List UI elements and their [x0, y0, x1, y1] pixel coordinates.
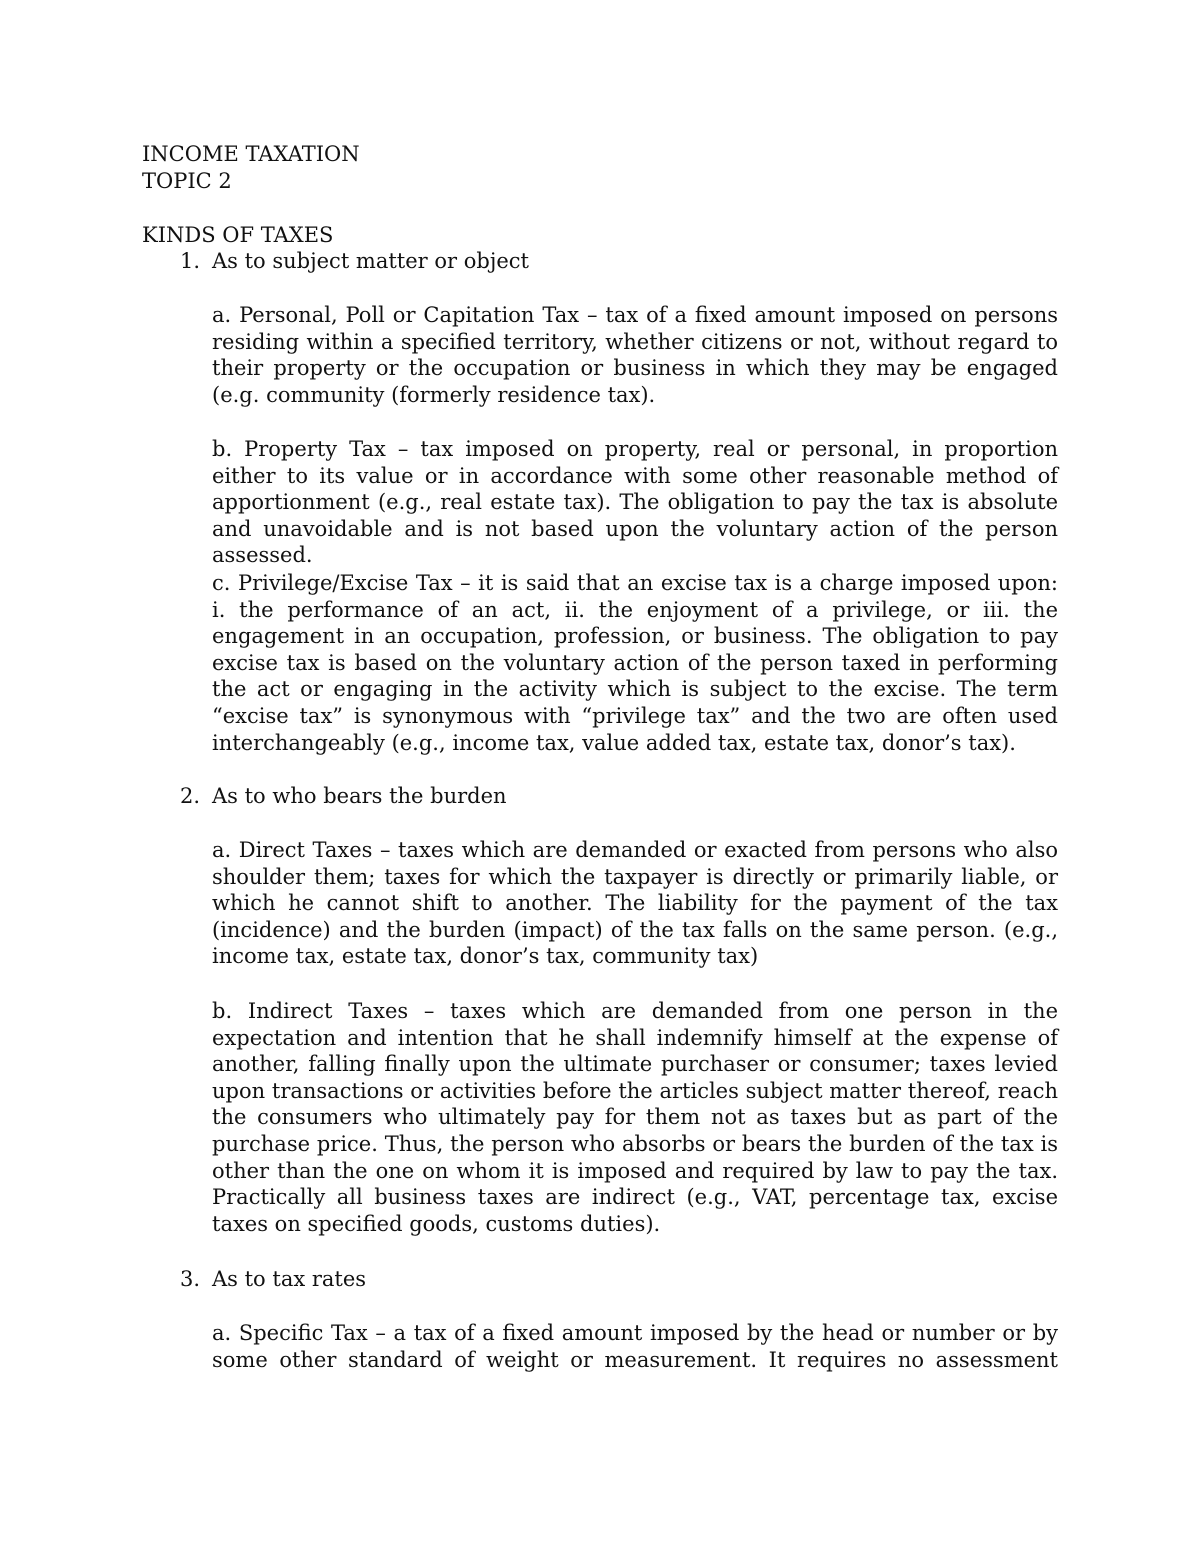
paragraph-excise-tax: c. Privilege/Excise Tax – it is said that an excise tax is a charge imposed upon: i. the performance of an act, ii. the enjoyment of a privilege, or iii. the engagement in an occupation, profession, or business. The obligation to pay excise tax is based on the voluntary action of the person taxed in performing the act or engaging in the activity which is subject to the excise. The term “excise tax” is synonymous with “privilege tax” and the two are often used interchangeably (e.g., income tax, value added tax, estate tax, donor’s tax). — [212, 571, 1058, 755]
paragraph-direct-taxes: a. Direct Taxes – taxes which are demanded or exacted from persons who also shoulder them; taxes for which the taxpayer is directly or primarily liable, or which he cannot shift to another. The liability for the payment of the tax (incidence) and the burden (impact) of the tax falls on the same person. (e.g., income tax, estate tax, donor’s tax, community tax) — [212, 838, 1058, 969]
document-header — [142, 141, 1042, 194]
paragraph-property-tax: b. Property Tax – tax imposed on property, real or personal, in proportion either to its value or in accordance with some other reasonable method of apportionment (e.g., real estate tax). The obligation to pay the tax is absolute and unavoidable and is not based upon the voluntary action of the person assessed. — [212, 437, 1058, 568]
list-item-burden — [142, 783, 1058, 810]
paragraph-indirect-taxes: b. Indirect Taxes – taxes which are demanded from one person in the expectation and intention that he shall indemnify himself at the expense of another, falling finally upon the ultimate purchaser or consumer; taxes levied upon transactions or activities before the articles subject matter thereof, reach the consumers who ultimately pay for them not as taxes but as part of the purchase price. Thus, the person who absorbs or bears the burden of the tax is other than the one on whom it is imposed and required by law to pay the tax. Practically all business taxes are indirect (e.g., VAT, percentage tax, excise taxes on specified goods, customs duties). — [212, 999, 1058, 1236]
paragraph-specific-tax: a. Specific Tax – a tax of a fixed amount imposed by the head or number or by some other standard of weight or measurement. It requires no assessment — [212, 1321, 1058, 1372]
list-item-label: As to tax rates — [212, 1267, 367, 1291]
list-item-label: As to subject matter or object — [212, 249, 529, 273]
document-title: INCOME TAXATION — [142, 142, 360, 166]
list-item-number: 1. — [179, 249, 200, 273]
list-item-label: As to who bears the burden — [212, 784, 507, 808]
list-item-number: 3. — [179, 1267, 200, 1291]
topic-label: TOPIC 2 — [142, 168, 232, 193]
list-item-number: 2. — [179, 784, 200, 808]
list-item-subject-matter — [142, 248, 1058, 275]
section-heading: KINDS OF TAXES — [142, 223, 334, 247]
paragraph-personal-tax: a. Personal, Poll or Capitation Tax – tax of a fixed amount imposed on persons residing within a specified territory, whether citizens or not, without regard to their property or the occupation or business in which they may be engaged (e.g. community (formerly residence tax). — [212, 303, 1058, 407]
list-item-tax-rates — [142, 1266, 1058, 1293]
